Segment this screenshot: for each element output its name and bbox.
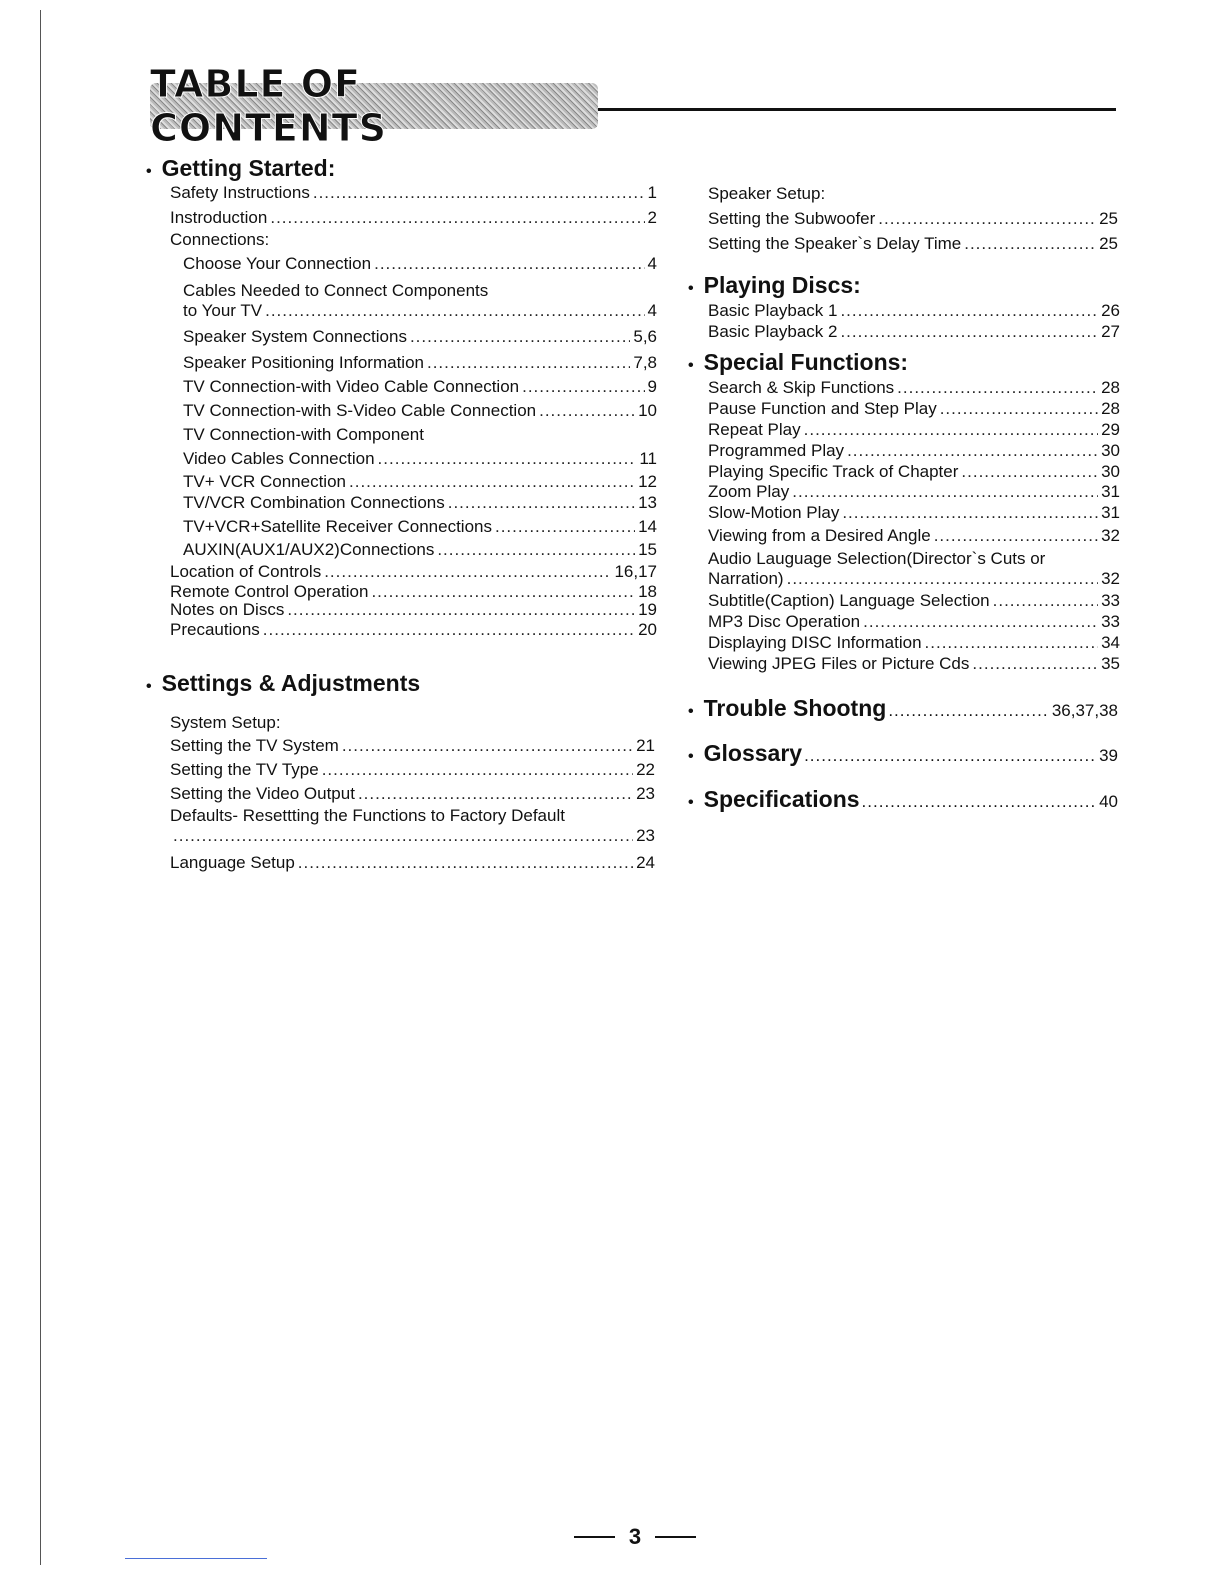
toc-entry[interactable] [170, 620, 657, 640]
toc-entry[interactable] [708, 322, 1120, 342]
toc-entry-title: Location of Controls [170, 562, 322, 581]
section-heading-label: Special Functions: [703, 349, 909, 375]
toc-entry[interactable] [708, 569, 1120, 589]
toc-entry-page: 23 [636, 784, 655, 803]
toc-entry-title: MP3 Disc Operation [708, 612, 861, 631]
section-heading-label: Settings & Adjustments [161, 670, 421, 696]
dot-leader [787, 569, 1098, 589]
dot-leader [888, 698, 1050, 724]
toc-entry[interactable] [170, 806, 655, 826]
toc-entry-title: TV+VCR+Satellite Receiver Connections [183, 517, 492, 536]
toc-entry[interactable] [183, 540, 657, 560]
toc-entry[interactable] [170, 713, 655, 733]
toc-entry-title: Remote Control Operation [170, 582, 369, 601]
toc-entry[interactable] [708, 503, 1120, 523]
dot-leader [322, 760, 633, 780]
toc-entry-page: 16,17 [614, 562, 657, 581]
toc-entry[interactable] [708, 378, 1120, 398]
toc-entry[interactable] [183, 254, 657, 274]
toc-entry-title: Setting the Subwoofer [708, 209, 876, 228]
toc-entry-page: 15 [638, 540, 657, 559]
bullet-icon: • [146, 163, 152, 180]
toc-entry-page: 26 [1101, 301, 1120, 320]
section-heading-page: 40 [1099, 792, 1118, 811]
toc-entry-page: 11 [639, 449, 657, 468]
dot-leader [934, 526, 1098, 546]
toc-entry-title: Viewing JPEG Files or Picture Cds [708, 654, 970, 673]
toc-entry[interactable] [708, 633, 1120, 653]
section-heading[interactable] [688, 786, 1118, 816]
dot-leader [287, 600, 635, 620]
toc-entry-title: Zoom Play [708, 482, 790, 501]
toc-entry[interactable] [170, 784, 655, 804]
dot-leader [263, 620, 635, 640]
dot-leader [539, 401, 635, 421]
toc-entry[interactable] [170, 183, 657, 203]
bullet-icon: • [146, 678, 152, 695]
section-heading-page: 36,37,38 [1051, 701, 1118, 720]
toc-entry-page: 34 [1101, 633, 1120, 652]
dot-leader [371, 582, 635, 602]
toc-entry-title: Programmed Play [708, 441, 845, 460]
toc-entry[interactable] [708, 591, 1120, 611]
toc-entry[interactable] [183, 301, 657, 321]
dot-leader [270, 208, 644, 228]
toc-entry-title: Choose Your Connection [183, 254, 372, 273]
section-heading-label: Glossary [703, 740, 803, 766]
dot-leader [358, 784, 633, 804]
toc-entry[interactable] [708, 399, 1120, 419]
toc-entry[interactable] [183, 472, 657, 492]
dot-leader [878, 209, 1096, 229]
toc-title: TABLE OF CONTENTS [150, 62, 387, 150]
toc-entry[interactable] [183, 401, 657, 421]
title-rule [598, 108, 1116, 111]
toc-entry-title: Slow-Motion Play [708, 503, 840, 522]
section-heading-label: Playing Discs: [703, 272, 861, 298]
toc-entry-title: Basic Playback 1 [708, 301, 838, 320]
dot-leader [313, 183, 645, 203]
toc-entry-title: Viewing from a Desired Angle [708, 526, 931, 545]
toc-entry-page: 24 [636, 853, 655, 872]
toc-entry[interactable] [708, 234, 1118, 254]
page-footer [560, 1524, 710, 1550]
dot-leader [374, 254, 644, 274]
toc-entry-page: 4 [647, 254, 657, 273]
toc-entry-title: Setting the TV System [170, 736, 339, 755]
toc-entry[interactable] [708, 209, 1118, 229]
toc-entry[interactable] [708, 612, 1120, 632]
toc-entry-title: TV Connection-with Video Cable Connection [183, 377, 520, 396]
toc-entry[interactable] [183, 353, 657, 373]
toc-entry-page: 33 [1101, 612, 1120, 631]
toc-entry-page: 32 [1101, 569, 1120, 588]
dot-leader [349, 472, 635, 492]
toc-entry-page: 23 [636, 826, 655, 845]
toc-title-banner [150, 62, 598, 150]
toc-entry-title: Narration) [708, 569, 784, 588]
dot-leader [495, 517, 635, 537]
toc-entry[interactable] [708, 549, 1120, 569]
toc-entry-page: 35 [1101, 654, 1120, 673]
toc-entry-title: TV Connection-with S-Video Cable Connection [183, 401, 537, 420]
toc-entry-page: 30 [1101, 441, 1120, 460]
toc-entry-page: 2 [647, 208, 657, 227]
toc-entry-page: 12 [638, 472, 657, 491]
toc-entry[interactable] [183, 449, 657, 469]
toc-entry-page: 28 [1101, 399, 1120, 418]
toc-entry-title: Displaying DISC Information [708, 633, 922, 652]
toc-entry-page: 1 [647, 183, 657, 202]
bullet-icon: • [688, 703, 694, 720]
dot-leader [925, 633, 1099, 653]
toc-entry[interactable] [170, 208, 657, 228]
bullet-icon: • [688, 794, 694, 811]
toc-entry-page: 20 [638, 620, 657, 639]
section-heading[interactable] [688, 272, 861, 302]
bullet-icon: • [688, 748, 694, 765]
toc-entry-page: 25 [1099, 209, 1118, 228]
toc-entry-page: 19 [638, 600, 657, 619]
toc-entry[interactable] [183, 281, 657, 301]
dot-leader [522, 377, 644, 397]
toc-entry[interactable] [708, 441, 1120, 461]
toc-entry-page: 4 [647, 301, 657, 320]
dot-leader [298, 853, 633, 873]
dot-leader [847, 441, 1098, 461]
toc-entry[interactable] [183, 377, 657, 397]
toc-entry[interactable] [170, 230, 657, 250]
dot-leader [378, 449, 637, 469]
bullet-icon: • [688, 357, 694, 374]
dot-leader [964, 234, 1096, 254]
toc-entry-title: Pause Function and Step Play [708, 399, 937, 418]
toc-entry[interactable] [170, 582, 657, 602]
toc-entry[interactable] [170, 736, 655, 756]
section-heading-label: Getting Started: [161, 155, 336, 181]
toc-entry-page: 7,8 [633, 353, 657, 372]
toc-entry-title: Defaults- Resettting the Functions to Factory Default [170, 806, 565, 825]
bullet-icon: • [688, 280, 694, 297]
toc-entry-title: to Your TV [183, 301, 263, 320]
footer-dash-right [655, 1536, 696, 1538]
dot-leader [972, 654, 1098, 674]
dot-leader [792, 482, 1098, 502]
dot-leader [940, 399, 1098, 419]
toc-entry-title: Connections: [170, 230, 270, 249]
toc-entry-title: Video Cables Connection [183, 449, 375, 468]
toc-entry-title: Subtitle(Caption) Language Selection [708, 591, 990, 610]
toc-entry[interactable] [708, 462, 1120, 482]
dot-leader [840, 301, 1098, 321]
toc-entry-title: Instroduction [170, 208, 268, 227]
toc-entry-page: 27 [1101, 322, 1120, 341]
toc-entry-page: 21 [636, 736, 655, 755]
dot-leader [265, 301, 644, 321]
toc-entry-title: Search & Skip Functions [708, 378, 895, 397]
section-heading[interactable] [688, 349, 908, 379]
section-heading[interactable] [688, 740, 1118, 770]
footer-dash-left [574, 1536, 615, 1538]
toc-entry[interactable] [170, 826, 655, 846]
toc-entry-title: Setting the TV Type [170, 760, 319, 779]
dot-leader [410, 327, 630, 347]
page-edge-line [40, 10, 41, 1565]
dot-leader [862, 789, 1098, 815]
toc-entry[interactable] [708, 526, 1120, 546]
toc-entry-title: Language Setup [170, 853, 295, 872]
dot-leader [437, 540, 635, 560]
section-heading-label: Specifications [703, 786, 860, 812]
dot-leader [342, 736, 633, 756]
dot-leader [842, 503, 1098, 523]
toc-entry[interactable] [170, 853, 655, 873]
toc-entry-title: Setting the Speaker`s Delay Time [708, 234, 962, 253]
toc-entry[interactable] [170, 760, 655, 780]
dot-leader [804, 743, 1097, 769]
section-heading[interactable] [688, 695, 1118, 725]
dot-leader [993, 591, 1098, 611]
toc-entry-title: TV/VCR Combination Connections [183, 493, 445, 512]
toc-entry-page: 10 [638, 401, 657, 420]
section-heading[interactable] [146, 670, 420, 700]
toc-entry-page: 5,6 [633, 327, 657, 346]
toc-entry-page: 28 [1101, 378, 1120, 397]
toc-entry-page: 22 [636, 760, 655, 779]
toc-entry-page: 14 [638, 517, 657, 536]
toc-entry-page: 31 [1101, 503, 1120, 522]
toc-entry-title: Speaker Setup: [708, 184, 826, 203]
toc-entry-title: Speaker System Connections [183, 327, 407, 346]
dot-leader [427, 353, 630, 373]
toc-entry-title: Precautions [170, 620, 260, 639]
dot-leader [961, 462, 1098, 482]
toc-entry-title: Cables Needed to Connect Components [183, 281, 489, 300]
toc-entry[interactable] [170, 562, 657, 582]
toc-entry-title: Safety Instructions [170, 183, 310, 202]
dot-leader [324, 562, 611, 582]
dot-leader [448, 493, 635, 513]
underline-mark [125, 1558, 267, 1559]
toc-entry-title: Repeat Play [708, 420, 801, 439]
toc-entry-title: Audio Lauguage Selection(Director`s Cuts or [708, 549, 1046, 568]
toc-entry[interactable] [708, 301, 1120, 321]
toc-entry-page: 32 [1101, 526, 1120, 545]
dot-leader [173, 826, 633, 846]
toc-entry[interactable] [183, 425, 657, 445]
toc-entry-page: 33 [1101, 591, 1120, 610]
section-heading[interactable] [146, 155, 335, 185]
dot-leader [863, 612, 1098, 632]
toc-entry-title: Playing Specific Track of Chapter [708, 462, 959, 481]
toc-entry-title: TV Connection-with Component [183, 425, 424, 444]
toc-entry-title: System Setup: [170, 713, 281, 732]
toc-entry-title: AUXIN(AUX1/AUX2)Connections [183, 540, 435, 559]
toc-entry[interactable] [708, 184, 1118, 204]
toc-entry-page: 9 [647, 377, 657, 396]
toc-entry-title: Basic Playback 2 [708, 322, 838, 341]
toc-entry[interactable] [708, 482, 1120, 502]
toc-entry-page: 13 [638, 493, 657, 512]
toc-entry-title: Speaker Positioning Information [183, 353, 424, 372]
toc-entry[interactable] [183, 327, 657, 347]
toc-entry-page: 25 [1099, 234, 1118, 253]
toc-entry-page: 18 [638, 582, 657, 601]
dot-leader [804, 420, 1098, 440]
toc-entry-page: 30 [1101, 462, 1120, 481]
toc-entry-page: 31 [1101, 482, 1120, 501]
toc-entry[interactable] [708, 654, 1120, 674]
toc-entry-title: TV+ VCR Connection [183, 472, 346, 491]
page-number: 3 [628, 1524, 642, 1549]
toc-entry[interactable] [183, 493, 657, 513]
dot-leader [897, 378, 1098, 398]
toc-entry[interactable] [183, 517, 657, 537]
toc-entry[interactable] [708, 420, 1120, 440]
toc-entry[interactable] [170, 600, 657, 620]
toc-entry-title: Notes on Discs [170, 600, 285, 619]
toc-entry-title: Setting the Video Output [170, 784, 355, 803]
section-heading-label: Trouble Shootng [703, 695, 887, 721]
section-heading-page: 39 [1099, 746, 1118, 765]
toc-entry-page: 29 [1101, 420, 1120, 439]
dot-leader [840, 322, 1098, 342]
